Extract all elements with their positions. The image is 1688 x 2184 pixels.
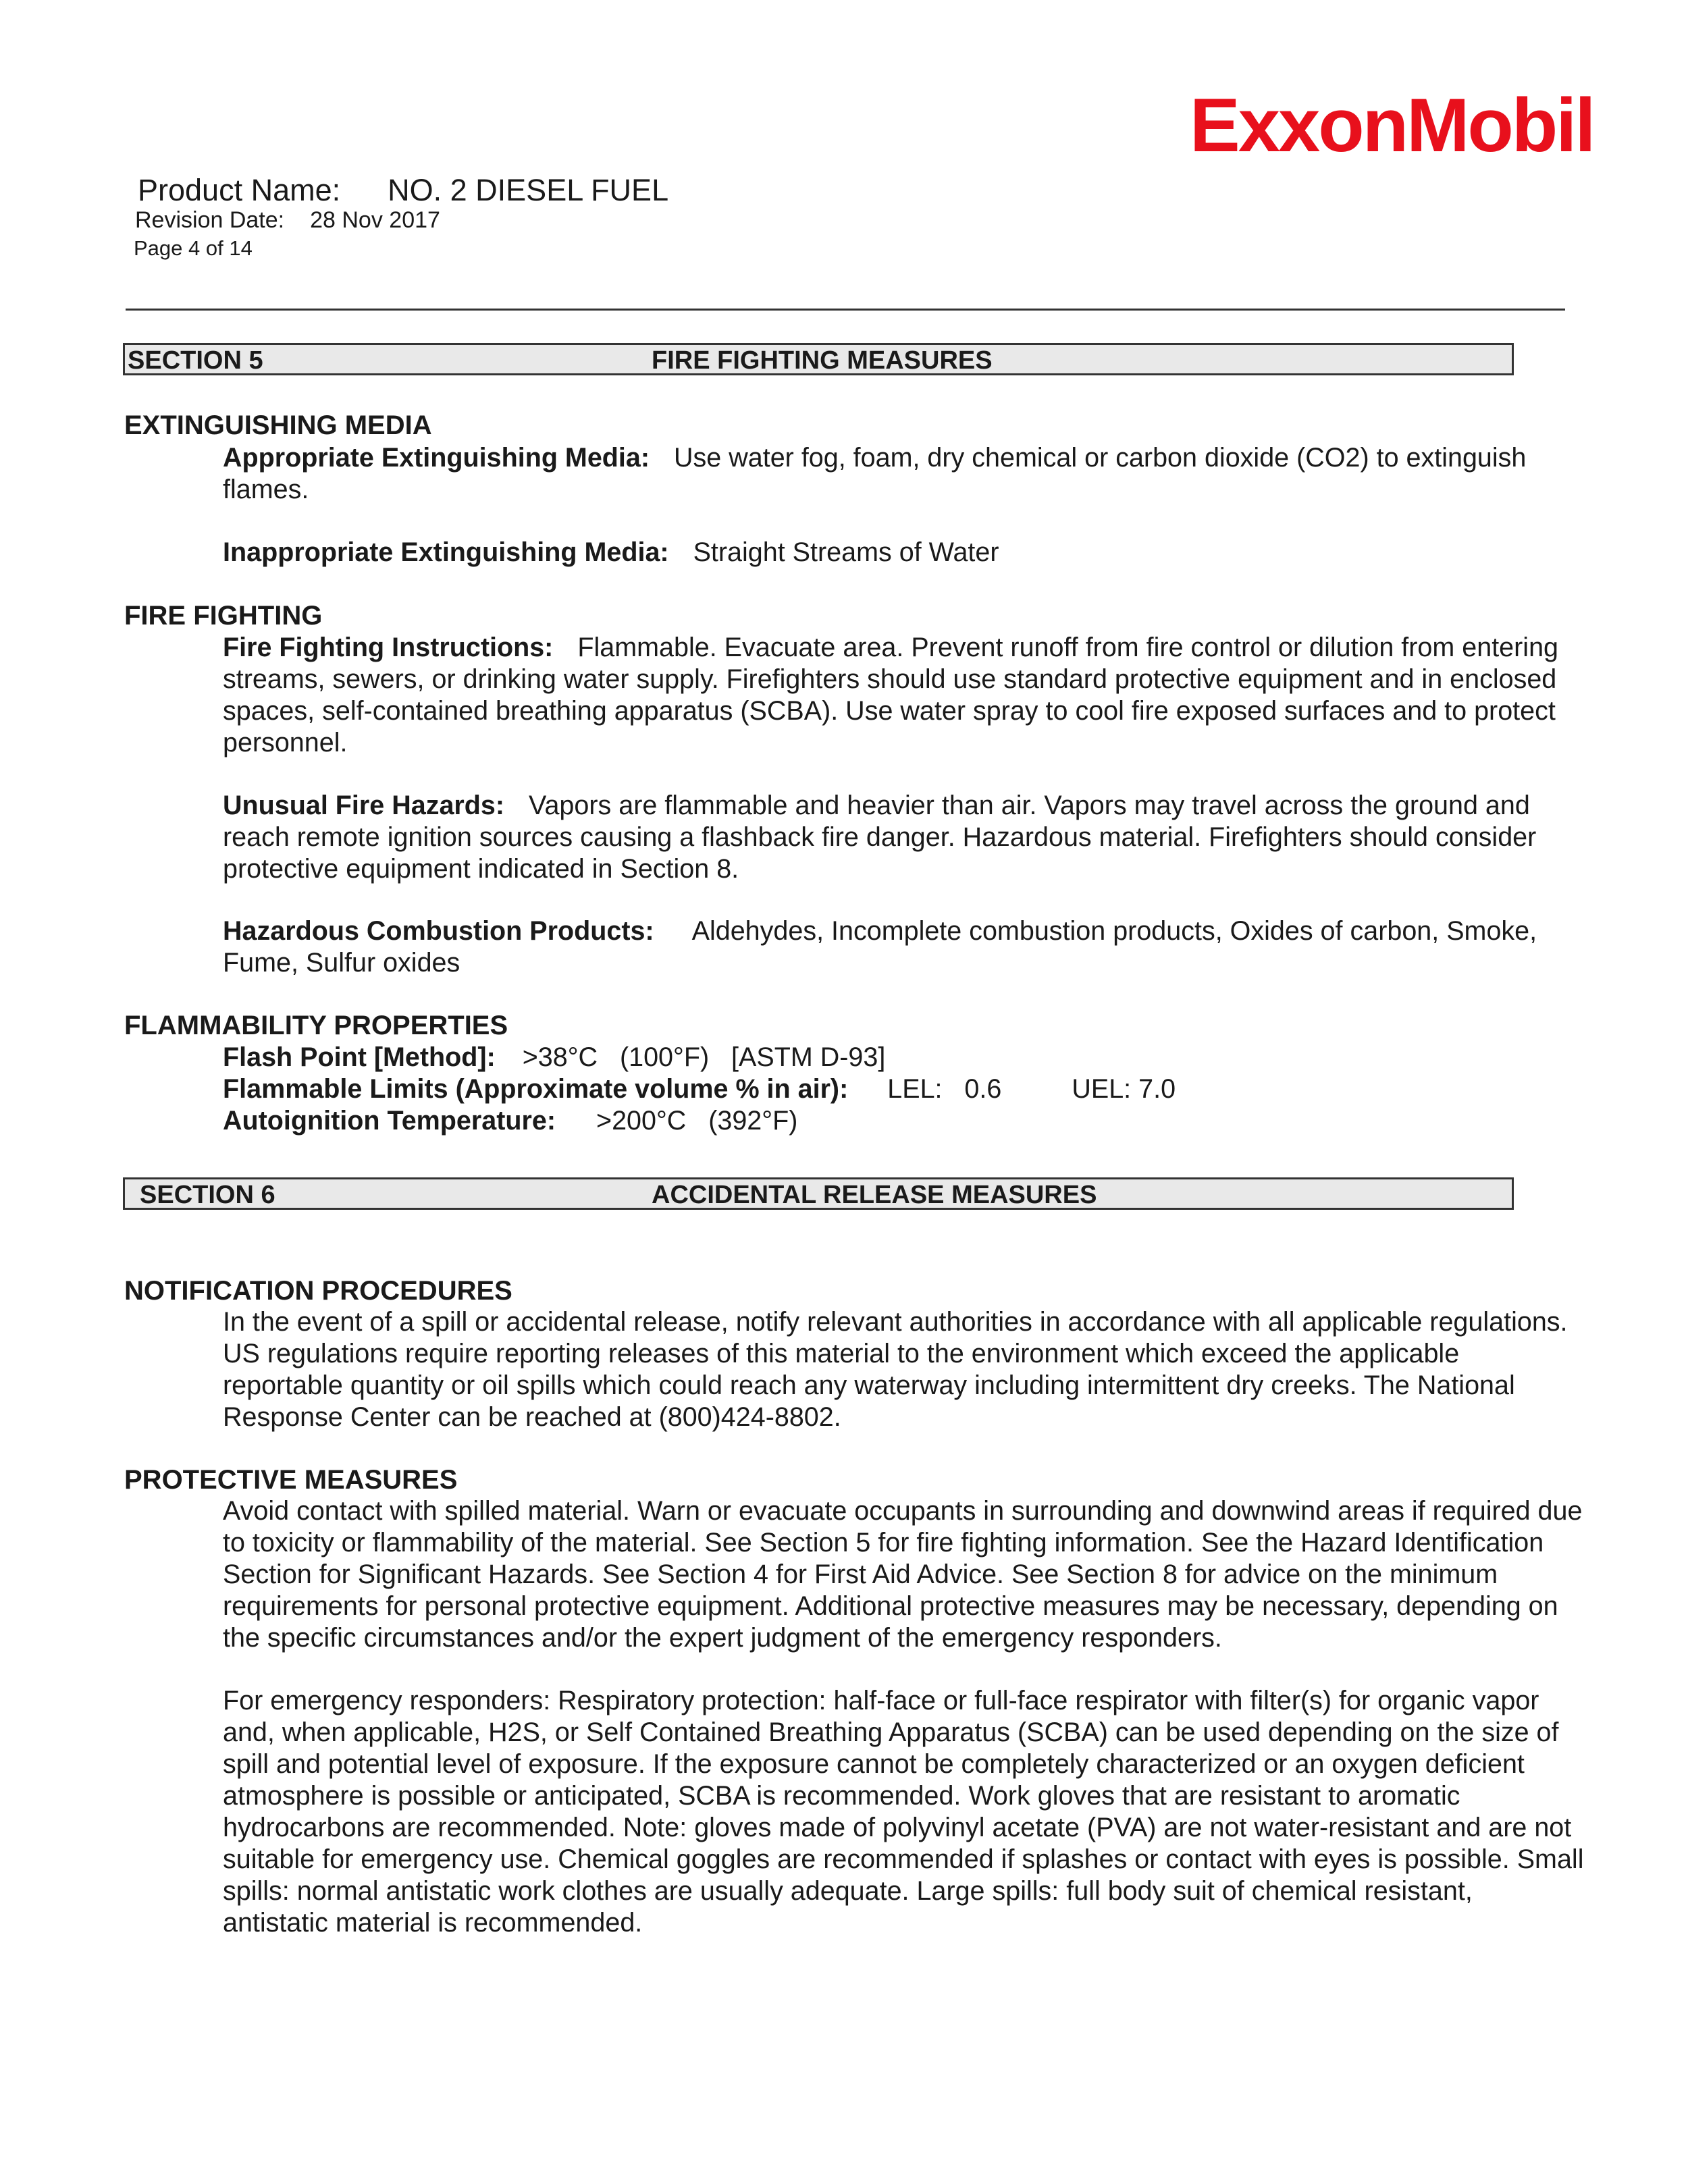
product-name-label: Product Name:	[138, 173, 341, 207]
section-6-number: SECTION 6	[140, 1181, 275, 1209]
section-6-title: ACCIDENTAL RELEASE MEASURES	[652, 1181, 1097, 1209]
hazardous-combustion-label: Hazardous Combustion Products:	[223, 916, 654, 946]
unusual-fire-hazards	[223, 790, 1584, 885]
flash-point-row	[223, 1042, 885, 1073]
revision-date-line	[135, 207, 440, 234]
flammability-heading: FLAMMABILITY PROPERTIES	[124, 1011, 508, 1040]
hazardous-combustion-text: Aldehydes, Incomplete combustion products, Oxides of carbon, Smoke, Fume, Sulfur oxides	[223, 916, 1537, 978]
lel-value: LEL: 0.6	[887, 1074, 1002, 1104]
notification-procedures-heading: NOTIFICATION PROCEDURES	[124, 1276, 512, 1306]
flammable-limits-row	[223, 1073, 1176, 1105]
section-5-header	[123, 343, 1514, 375]
header-divider	[126, 309, 1565, 311]
uel-value: UEL: 7.0	[1072, 1074, 1176, 1104]
section-5-title: FIRE FIGHTING MEASURES	[652, 346, 993, 375]
appropriate-media-label: Appropriate Extinguishing Media:	[223, 443, 650, 473]
autoignition-row	[223, 1105, 797, 1137]
flammable-limits-label: Flammable Limits (Approximate volume % in air):	[223, 1074, 849, 1104]
page-number: Page 4 of 14	[134, 236, 253, 260]
notification-procedures-text: In the event of a spill or accidental release, notify relevant authorities in accordance with all applicable regulations. US regulations require reporting releases of this material to the environment which exceed the applicable reportable quantity or oil spills which could reach any waterway including intermittent dry creeks. The National Response Center can be reached at (800)424-8802.	[223, 1307, 1568, 1432]
flash-point-label: Flash Point [Method]:	[223, 1042, 496, 1072]
section-5-number: SECTION 5	[128, 346, 263, 375]
fire-fighting-instructions-label: Fire Fighting Instructions:	[223, 633, 554, 662]
autoignition-label: Autoignition Temperature:	[223, 1106, 556, 1136]
fire-fighting-heading: FIRE FIGHTING	[124, 601, 323, 631]
unusual-fire-hazards-text: Vapors are flammable and heavier than air. Vapors may travel across the ground and reach remote ignition sources causing a flashback fire danger. Hazardous material. Firefighters should consider protective equipment indicated in Section 8.	[223, 791, 1537, 884]
fire-fighting-instructions-text: Flammable. Evacuate area. Prevent runoff from fire control or dilution from entering streams, sewers, or drinking water supply. Firefighters should use standard protective equipment and in enclosed spaces, self-contained breathing apparatus (SCBA). Use water spray to cool fire exposed surfaces and to protect personnel.	[223, 633, 1559, 757]
exxonmobil-logo: ExxonMobil	[1190, 83, 1594, 167]
appropriate-media-text: Use water fog, foam, dry chemical or carbon dioxide (CO2) to extinguish flames.	[223, 443, 1527, 504]
autoignition-value: >200°C (392°F)	[596, 1106, 798, 1136]
appropriate-media-paragraph	[223, 442, 1584, 506]
hazardous-combustion-products	[223, 915, 1584, 979]
flash-point-value: >38°C (100°F) [ASTM D-93]	[522, 1042, 886, 1072]
revision-date-label: Revision Date:	[135, 207, 285, 233]
section-6-header	[123, 1177, 1514, 1210]
unusual-fire-hazards-label: Unusual Fire Hazards:	[223, 791, 505, 820]
extinguishing-media-heading: EXTINGUISHING MEDIA	[124, 410, 432, 440]
protective-measures-paragraph-1: Avoid contact with spilled material. Warn or evacuate occupants in surrounding and downwind areas if required due to toxicity or flammability of the material. See Section 5 for fire fighting information. See the Hazard Identification Section for Significant Hazards. See Section 4 for First Aid Advice. See Section 8 for advice on the minimum requirements for personal protective equipment. Additional protective measures may be necessary, depending on the specific circumstances and/or the expert judgment of the emergency responders.	[223, 1496, 1583, 1653]
product-name-value: NO. 2 DIESEL FUEL	[388, 173, 669, 207]
inappropriate-media-paragraph	[223, 537, 1584, 568]
revision-date-value: 28 Nov 2017	[310, 207, 440, 233]
inappropriate-media-text: Straight Streams of Water	[693, 537, 999, 567]
protective-measures-heading: PROTECTIVE MEASURES	[124, 1465, 458, 1495]
inappropriate-media-label: Inappropriate Extinguishing Media:	[223, 537, 669, 567]
product-name-line	[138, 174, 668, 207]
fire-fighting-instructions	[223, 632, 1584, 759]
protective-measures-paragraph-2: For emergency responders: Respiratory protection: half-face or full-face respirator with filter(s) for organic vapor and, when applicable, H2S, or Self Contained Breathing Apparatus (SCBA) can be used depending on the size of spill and potential level of exposure. If the exposure cannot be completely characterized or an oxygen deficient atmosphere is possible or anticipated, SCBA is recommended. Work gloves that are resistant to aromatic hydrocarbons are recommended. Note: gloves made of polyvinyl acetate (PVA) are not water-resistant and are not suitable for emergency use. Chemical goggles are recommended if splashes or contact with eyes is possible. Small spills: normal antistatic work clothes are usually adequate. Large spills: full body suit of chemical resistant, antistatic material is recommended.	[223, 1686, 1584, 1938]
